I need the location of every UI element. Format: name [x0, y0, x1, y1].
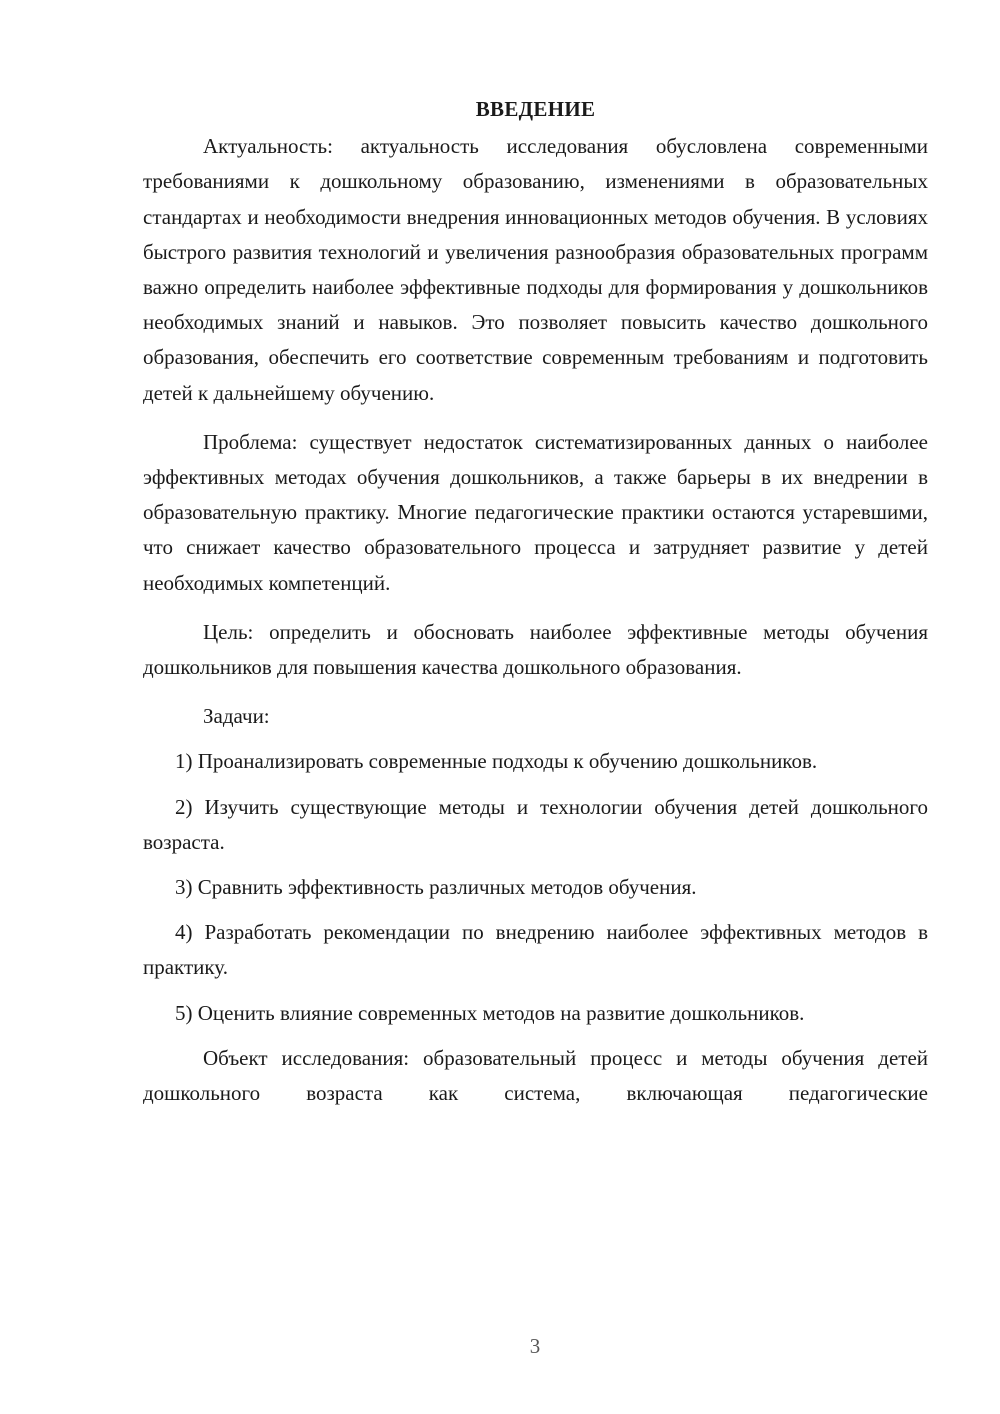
document-page [143, 92, 928, 1125]
task-item-5: 5) Оценить влияние современных методов на развитие дошкольников. [175, 1000, 805, 1025]
task-item-1: 1) Проанализировать современные подходы к обучению дошкольников. [175, 749, 818, 774]
paragraph-relevance: Актуальность: актуальность исследования обусловлена современными требованиями к дошкольному образованию, изменениями в образовательных стандартах и необходимости внедрения инновационных методов обучения. В условиях быстрого развития технологий и увеличения разнообразия образовательных программ важно определить наиболее эффективные подходы для формирования у дошкольников необходимых знаний и навыков. Это позволяет повысить качество дошкольного образования, обеспечить его соответствие современным требованиям и подготовить детей к дальнейшему обучению. [143, 134, 928, 405]
paragraph-object: Объект исследования: образовательный процесс и методы обучения детей дошкольного возраста как система, включающая педагогические [143, 1045, 928, 1106]
paragraph-problem: Проблема: существует недостаток систематизированных данных о наиболее эффективных методах обучения дошкольников, а также барьеры в их внедрении в образовательную практику. Многие педагогические практики остаются устаревшими, что снижает качество образовательного процесса и затрудняет развитие у детей необходимых компетенций. [143, 429, 928, 595]
document-title: ВВЕДЕНИЕ [475, 97, 596, 121]
page-number: 3 [529, 1334, 541, 1358]
paragraph-goal: Цель: определить и обосновать наиболее эффективные методы обучения дошкольников для повышения качества дошкольного образования. [143, 619, 928, 680]
tasks-heading: Задачи: [203, 704, 270, 729]
task-item-2: 2) Изучить существующие методы и технологии обучения детей дошкольного возраста. [143, 794, 928, 854]
task-item-4: 4) Разработать рекомендации по внедрению наиболее эффективных методов в практику. [143, 920, 928, 980]
task-item-3: 3) Сравнить эффективность различных методов обучения. [175, 875, 697, 900]
